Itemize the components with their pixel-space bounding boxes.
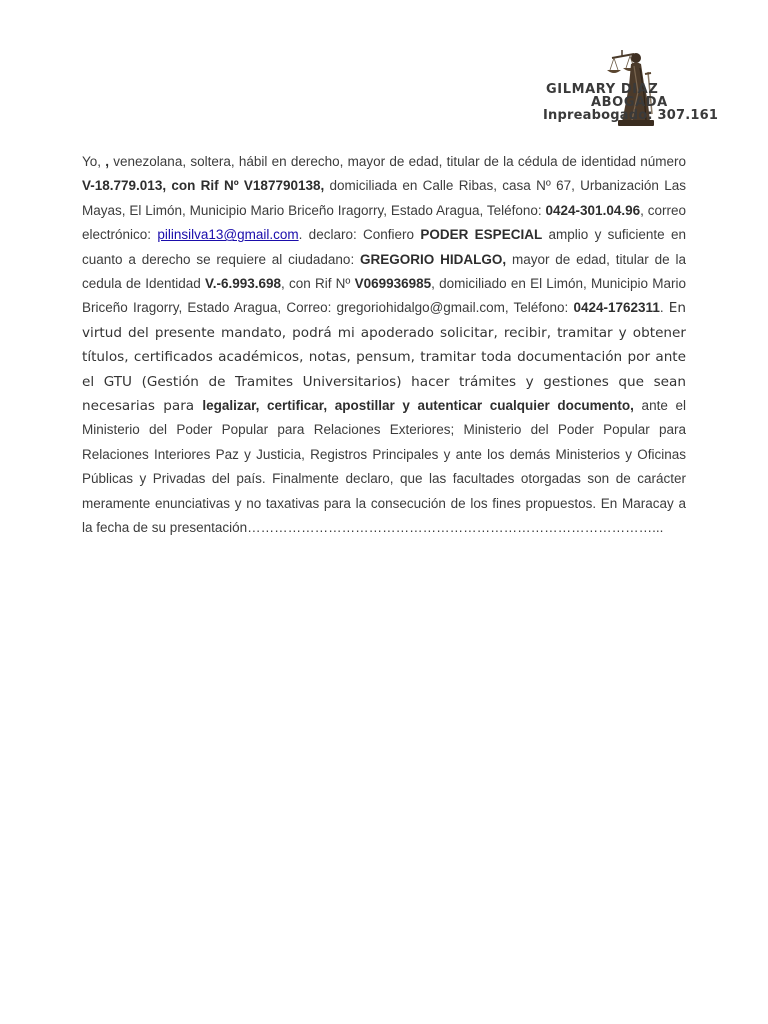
lawyer-name: GILMARY DIAZ [546,82,659,97]
text-segment: venezolana, soltera, hábil en derecho, mayor de edad, titular de la cédula de identidad número [109,154,686,169]
attorney-id: V.-6.993.698 [204,276,282,292]
grantor-id-rif: V-18.779.013, con Rif Nº V187790138, [82,178,325,194]
attorney-name: GREGORIO HIDALGO, [360,251,507,267]
text-segment: . [659,300,669,316]
special-power-heading: PODER ESPECIAL [420,227,543,243]
document-paragraph [82,150,686,541]
text-segment: ante el Ministerio del Poder Popular para Relaciones Exteriores; Ministerio del Poder Popular para Relaciones Interiores Paz y Justicia, Registros Principales y ante los demás Ministerios y Oficinas Públicas y Privadas del país. Finalmente declaro, que las facultades otorgadas son de carácter meramente enunciativas y no taxativas para la consecución de los fines propuestos. En Maracay a la fecha de su presentación………………………………………………………………………………... [82,398,686,536]
power-of-attorney-body [82,150,686,541]
grantor-name: , [105,154,110,169]
text-segment: Yo, [82,154,106,169]
text-segment: mayor de edad, titular de la cedula de Identidad [82,251,686,292]
lawyer-title: ABOGADA [591,95,668,110]
text-segment: , correo electrónico: [82,202,686,243]
attorney-rif: V069936985 [354,276,432,292]
mandate-actions: legalizar, certificar, apostillar y autenticar cualquier documento, [202,398,634,414]
text-segment: , domiciliado en El Limón, Municipio Mario Briceño Iragorry, Estado Aragua, Correo: gregoriohidalgo@gmail.com, Teléfono: [82,276,686,316]
text-segment: amplio y suficiente en cuanto a derecho se requiere al ciudadano: [82,227,687,267]
text-segment: domiciliada en Calle Ribas, casa Nº 67, Urbanización Las Mayas, El Limón, Municipio Mario Briceño Iragorry, Estado Aragua, Teléfono: [82,178,686,218]
mandate-text: En virtud del presente mandato, podrá mi apoderado solicitar, recibir, tramitar y obtener títulos, certificados académicos, notas, pensum, tramitar toda documentación por ante el GTU (Gestión de Tramites Universitarios) hacer trámites y gestiones que sean necesarias para [82,300,686,415]
letterhead [0,0,768,140]
text-segment: , con Rif Nº [281,276,355,292]
text-segment: . declaro: Confiero [298,227,421,243]
grantor-email-link[interactable]: pilinsilva13@gmail.com [157,227,299,243]
grantor-phone: 0424-301.04.96 [545,202,641,218]
attorney-phone: 0424-1762311 [573,300,660,316]
inpreabogado-number: Inpreabogado: 307.161 [543,108,719,123]
